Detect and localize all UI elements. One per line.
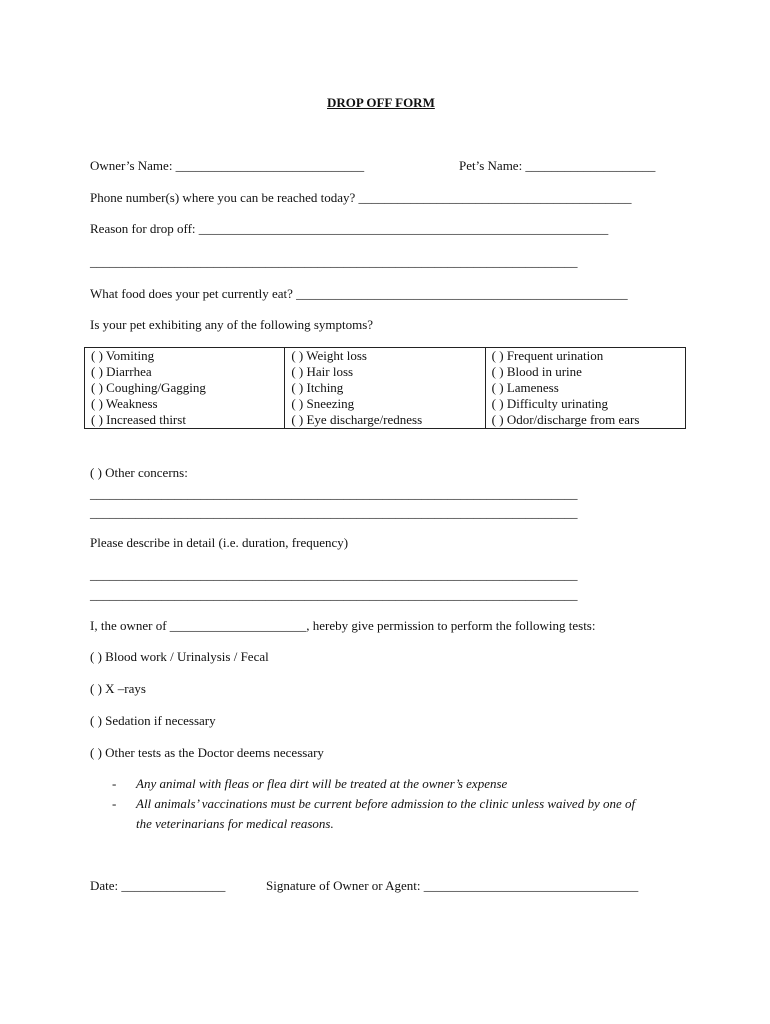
describe-line-2[interactable]: ___________________________________________________________________________ [90, 587, 578, 602]
test-option-sedation[interactable]: ( ) Sedation if necessary [90, 713, 216, 728]
note-vaccinations-cont: the veterinarians for medical reasons. [136, 816, 334, 831]
note-vaccinations: All animals’ vaccinations must be current before admission to the clinic unless waived by one of [136, 796, 636, 811]
test-option-x-rays[interactable]: ( ) X –rays [90, 681, 146, 696]
other-concerns-line-2[interactable]: ___________________________________________________________________________ [90, 505, 578, 520]
table-row [85, 364, 686, 380]
symptom-option[interactable]: ( ) Lameness [485, 380, 685, 396]
symptoms-table [84, 347, 686, 429]
food-field[interactable]: What food does your pet currently eat? ___________________________________________________ [90, 286, 628, 301]
table-row [85, 396, 686, 412]
table-row [85, 380, 686, 396]
symptom-option[interactable]: ( ) Increased thirst [85, 412, 285, 429]
symptoms-question: Is your pet exhibiting any of the following symptoms? [90, 317, 374, 332]
form-title: DROP OFF FORM [327, 95, 435, 110]
symptom-option[interactable]: ( ) Weight loss [285, 348, 485, 365]
test-option-blood-work[interactable]: ( ) Blood work / Urinalysis / Fecal [90, 649, 269, 664]
symptom-option[interactable]: ( ) Blood in urine [485, 364, 685, 380]
signature-field[interactable]: Signature of Owner or Agent: _________________________________ [266, 878, 639, 893]
symptom-option[interactable]: ( ) Hair loss [285, 364, 485, 380]
symptom-option[interactable]: ( ) Frequent urination [485, 348, 685, 365]
symptom-option[interactable]: ( ) Coughing/Gagging [85, 380, 285, 396]
phone-field[interactable]: Phone number(s) where you can be reached today? __________________________________________ [90, 190, 632, 205]
reason-field[interactable]: Reason for drop off: _______________________________________________________________ [90, 221, 609, 236]
symptom-option[interactable]: ( ) Itching [285, 380, 485, 396]
note-bullet: - [112, 796, 117, 811]
date-field[interactable]: Date: ________________ [90, 878, 226, 893]
owner-name-field[interactable]: Owner’s Name: _____________________________ [90, 158, 365, 173]
permission-statement[interactable]: I, the owner of _____________________, hereby give permission to perform the following tests: [90, 618, 596, 633]
other-concerns-line-1[interactable]: ___________________________________________________________________________ [90, 486, 578, 501]
reason-line-2[interactable]: ___________________________________________________________________________ [90, 254, 578, 269]
symptom-option[interactable]: ( ) Weakness [85, 396, 285, 412]
table-row [85, 412, 686, 429]
test-option-other[interactable]: ( ) Other tests as the Doctor deems necessary [90, 745, 324, 760]
pet-name-field[interactable]: Pet’s Name: ____________________ [459, 158, 656, 173]
symptom-option[interactable]: ( ) Difficulty urinating [485, 396, 685, 412]
symptom-option[interactable]: ( ) Diarrhea [85, 364, 285, 380]
describe-line-1[interactable]: ___________________________________________________________________________ [90, 567, 578, 582]
note-bullet: - [112, 776, 117, 791]
symptom-option[interactable]: ( ) Vomiting [85, 348, 285, 365]
note-fleas: Any animal with fleas or flea dirt will be treated at the owner’s expense [136, 776, 508, 791]
symptom-option[interactable]: ( ) Odor/discharge from ears [485, 412, 685, 429]
other-concerns-option[interactable]: ( ) Other concerns: [90, 465, 188, 480]
symptom-option[interactable]: ( ) Sneezing [285, 396, 485, 412]
symptom-option[interactable]: ( ) Eye discharge/redness [285, 412, 485, 429]
describe-prompt: Please describe in detail (i.e. duration, frequency) [90, 535, 349, 550]
table-row [85, 348, 686, 365]
